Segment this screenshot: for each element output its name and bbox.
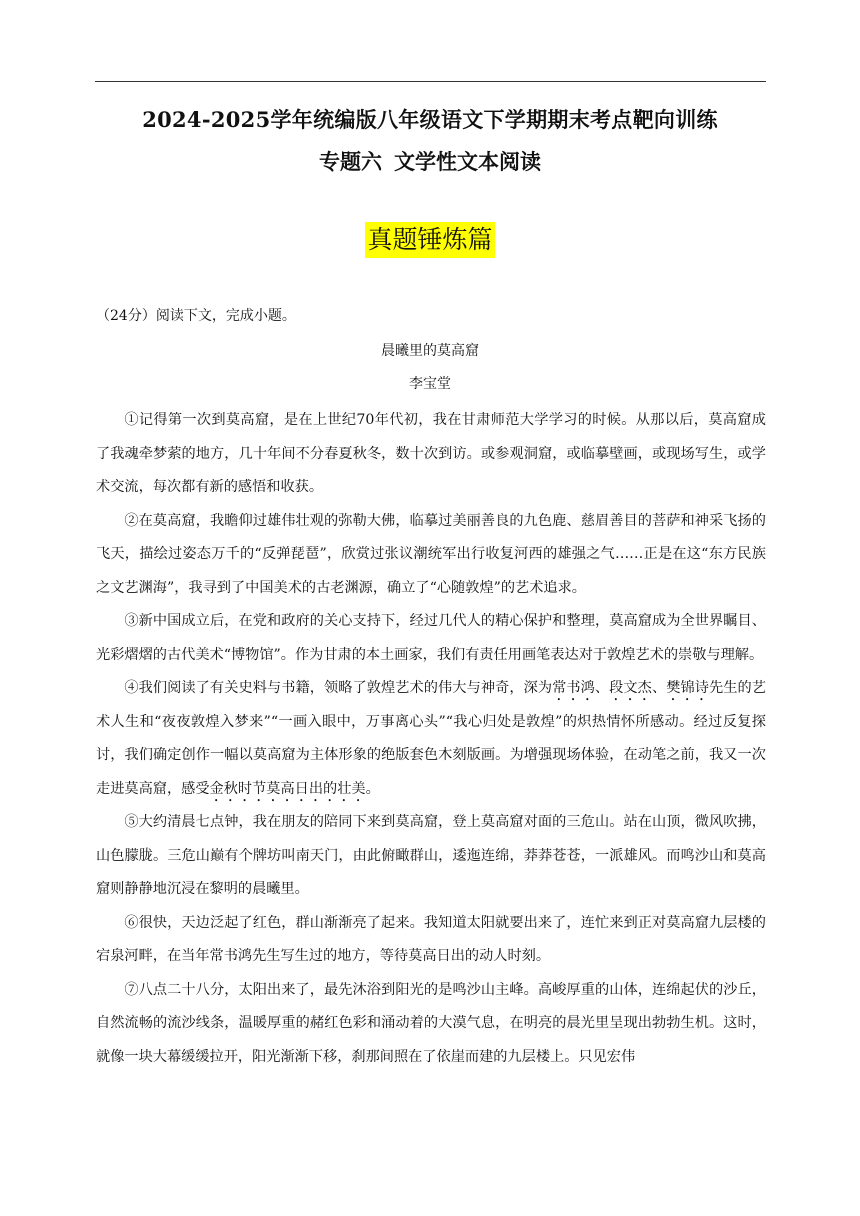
paragraph-5: ⑤大约清晨七点钟，我在朋友的陪同下来到莫高窟，登上莫高窟对面的三危山。站在山顶，微风吹拂，山色朦胧。三危山巅有个牌坊叫南天门，由此俯瞰群山，逶迤连绵，莽莽苍苍，一派雄风。而鸣沙山和莫高窟则静静地沉浸在黎明的晨曦里。 bbox=[96, 814, 766, 897]
paragraph-4-end: 。 bbox=[365, 780, 380, 797]
paragraph-2: ②在莫高窟，我瞻仰过雄伟壮观的弥勒大佛，临摹过美丽善良的九色鹿、慈眉善目的菩萨和神采飞扬的飞天，描绘过姿态万千的“反弹琵琶”，欣赏过张议潮统军出行收复河西的雄强之气……正是在这“东方民族之文艺渊海”，我寻到了中国美术的古老渊源，确立了“心随敦煌”的艺术追求。 bbox=[96, 512, 766, 596]
name-separator: 、 bbox=[594, 680, 610, 696]
paragraph-6: ⑥很快，天边泛起了红色，群山渐渐亮了起来。我知道太阳就要出来了，连忙来到正对莫高窟九层楼的宕泉河畔，在当年常书鸿先生写生过的地方，等待莫高日出的动人时刻。 bbox=[96, 914, 766, 964]
essay-title: 晨曦里的莫高窟 bbox=[381, 343, 479, 359]
name-separator: 、 bbox=[651, 680, 667, 696]
subtitle-topic-name: 文学性文本阅读 bbox=[394, 149, 541, 174]
paragraph-7: ⑦八点二十八分，太阳出来了，最先沐浴到阳光的是鸣沙山主峰。高峻厚重的山体，连绵起伏的沙丘，自然流畅的流沙线条，温暖厚重的赭红色彩和涌动着的大漠气息，在明亮的晨光里呈现出勃勃生机。这时，就像一块大幕缓缓拉开，阳光渐渐下移，刹那间照在了依崖而建的九层楼上。只见宏伟 bbox=[96, 981, 766, 1065]
paragraph-3: ③新中国成立后，在党和政府的关心支持下，经过几代人的精心保护和整理，莫高窟成为全世界瞩目、光彩熠熠的古代美术“博物馆”。作为甘肃的本土画家，我们有责任用画笔表达对于敦煌艺术的崇敬与理解。 bbox=[96, 613, 766, 663]
section-banner: 真题锤炼篇 bbox=[365, 222, 494, 258]
essay-author: 李宝堂 bbox=[409, 376, 451, 392]
subtitle-topic-number: 专题六 bbox=[319, 149, 382, 174]
document-title: 2024-2025学年统编版八年级语文下学期期末考点靶向训练 bbox=[142, 107, 718, 132]
paragraph-4 bbox=[96, 672, 766, 806]
paragraph-4-text-a: ④我们阅读了有关史料与书籍，领略了敦煌艺术的伟大与神奇，深为 bbox=[124, 680, 553, 696]
paragraph-4-text-b: 先生的艺术人生和“夜夜敦煌入梦来”“一画入眼中，万事离心头”“我心归处是敦煌”的炽热情怀所感动。经过反复探讨，我们确定创作一幅以莫高窟为主体形象的绝版套色木刻版画。为增强现场体验，在动笔之前，我又一次走进莫高窟，感受 bbox=[96, 680, 766, 797]
dotted-name: 樊锦诗 bbox=[666, 680, 709, 696]
paragraph-1: ①记得第一次到莫高窟，是在上世纪70年代初，我在甘肃师范大学学习的时候。从那以后，莫高窟成了我魂牵梦萦的地方，几十年间不分春夏秋冬，数十次到访。或参观洞窟，或临摹壁画，或现场写生，或学术交流，每次都有新的感悟和收获。 bbox=[96, 412, 766, 495]
question-intro: （24分）阅读下文，完成小题。 bbox=[96, 308, 296, 324]
header-rule bbox=[95, 81, 766, 82]
dotted-name: 常书鸿 bbox=[552, 680, 595, 696]
dotted-phrase: 金秋时节莫高日出的壮美 bbox=[209, 780, 366, 797]
dotted-name: 段文杰 bbox=[609, 680, 652, 696]
essay-body bbox=[96, 404, 766, 1074]
document-subtitle bbox=[0, 146, 860, 176]
